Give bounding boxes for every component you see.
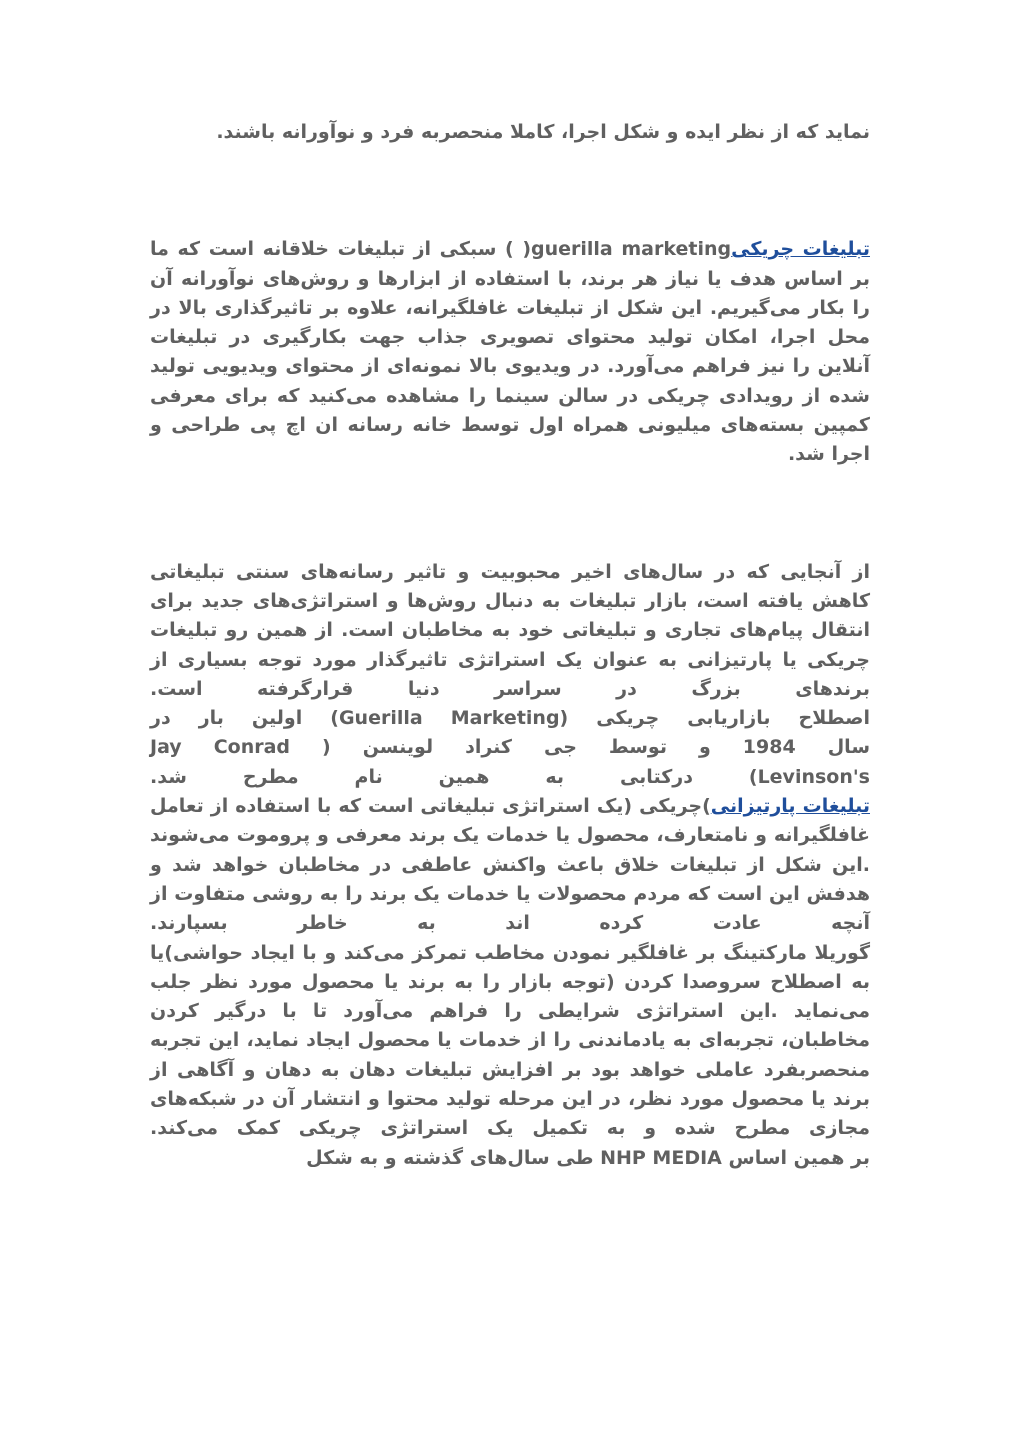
- history-intro-text: از آنجایی که در سال‌های اخیر محبوبیت و تاثیر رسانه‌های سنتی تبلیغاتی کاهش یافته است، بازار تبلیغات به دنبال روش‌ها و استراتژی‌های جدید برای انتقال پیام‌های تجاری و تبلیغاتی خود به مخاطبان است. از همین رو تبلیغات چریکی یا پارتیزانی به عنوان یک استراتژی تاثیرگذار مورد توجه بسیاری از برندهای بزرگ در سراسر دنیا قرارگرفته است.: [150, 560, 870, 700]
- history-year-line-end: و توسط جی کنراد لوینسن (: [290, 736, 743, 759]
- gorilla-marketing-paragraph: گوریلا مارکتینگ بر غافلگیر نمودن مخاطب تمرکز می‌کند و با ایجاد حواشی)یا به اصطلاح سروصدا کردن (توجه بازار را به برند یا محصول مورد نظر جلب می‌نماید .این استراتژی شرایطی را فراهم می‌آورد تا با درگیر کردن مخاطبان، تجربه‌ای به یادماندنی را از خدمات یا محصول ایجاد نماید، این تجربه منحصربفرد عاملی خواهد بود بر افزایش تبلیغات دهان به دهان و آگاهی از برند یا محصول مورد نظر، در این مرحله تولید محتوا و انتشار آن در شبکه‌های مجازی مطرح شده و به تکمیل یک استراتژی چریکی کمک می‌کند.: [150, 941, 870, 1140]
- history-author-line-end: ) درکتابی به همین نام مطرح شد.: [150, 765, 758, 788]
- history-year: 1984: [742, 736, 796, 759]
- document-page: [150, 118, 870, 1173]
- company-line: [150, 1144, 870, 1173]
- partisan-advertising-paragraph: [150, 792, 870, 938]
- history-year-line-start: سال: [795, 736, 870, 759]
- paragraph-guerilla-history: [150, 558, 870, 1173]
- guerilla-definition-text: ( ) سبکی از تبلیغات خلاقانه است که ما بر اساس هدف یا نیاز هر برند، با استفاده از ابزارها و روش‌های نوآورانه آن را بکار می‌گیریم. این شکل از تبلیغات غافلگیرانه، علاوه بر تاثیرگذاری بالا در محل اجرا، امکان تولید محتوای تصویری جذاب جهت بکارگیری در تبلیغات آنلاین را نیز فراهم می‌آورد. در ویدیوی بالا نمونه‌ای از محتوای ویدیویی تولید شده از رویدادی چریکی در سالن سینما را مشاهده می‌کنید که برای معرفی کمپین بسته‌های میلیونی همراه اول توسط خانه رسانه ان اچ پی طراحی و اجرا شد.: [150, 238, 870, 466]
- history-author-last-name: Levinson's: [757, 765, 870, 788]
- history-author-line: [150, 763, 870, 792]
- history-term-english: Guerilla Marketing: [338, 707, 560, 730]
- company-line-start: بر همین اساس: [721, 1146, 870, 1169]
- paragraph-spacer: [150, 470, 870, 558]
- guerilla-advertising-link[interactable]: تبلیغات چریکی: [731, 238, 870, 261]
- history-term-line-start: اصطلاح بازاریابی چریکی (: [559, 707, 870, 730]
- partisan-advertising-text: )چریکی (یک استراتژی تبلیغاتی است که با استفاده از تعامل غافلگیرانه و نامتعارف، محصول یا خدمات یک برند معرفی و پروموت می‌شوند .این شکل از تبلیغات خلاق باعث واکنش عاطفی در مخاطبان خواهد شد و هدفش این است که مردم محصولات یا خدمات یک برند را به روشی متفاوت از آنچه عادت کرده اند به خاطر بسپارند.: [150, 795, 870, 935]
- partisan-advertising-link[interactable]: تبلیغات پارتیزانی: [710, 795, 870, 818]
- paragraph-intro: [150, 118, 870, 147]
- paragraph-intro-text: نماید که از نظر ایده و شکل اجرا، کاملا منحصربه فرد و نوآورانه باشند.: [216, 121, 870, 143]
- history-author-first-name: Jay Conrad: [150, 736, 291, 759]
- company-name: NHP MEDIA: [600, 1146, 722, 1169]
- company-line-end: طی سال‌های گذشته و به شکل: [306, 1146, 601, 1169]
- history-term-line: [150, 704, 870, 733]
- paragraph-spacer: [150, 147, 870, 235]
- guerilla-marketing-term: guerilla marketing: [531, 238, 732, 261]
- history-year-line: [150, 733, 870, 762]
- history-term-line-end: ) اولین بار در: [150, 707, 339, 730]
- paragraph-guerilla-definition: [150, 235, 870, 469]
